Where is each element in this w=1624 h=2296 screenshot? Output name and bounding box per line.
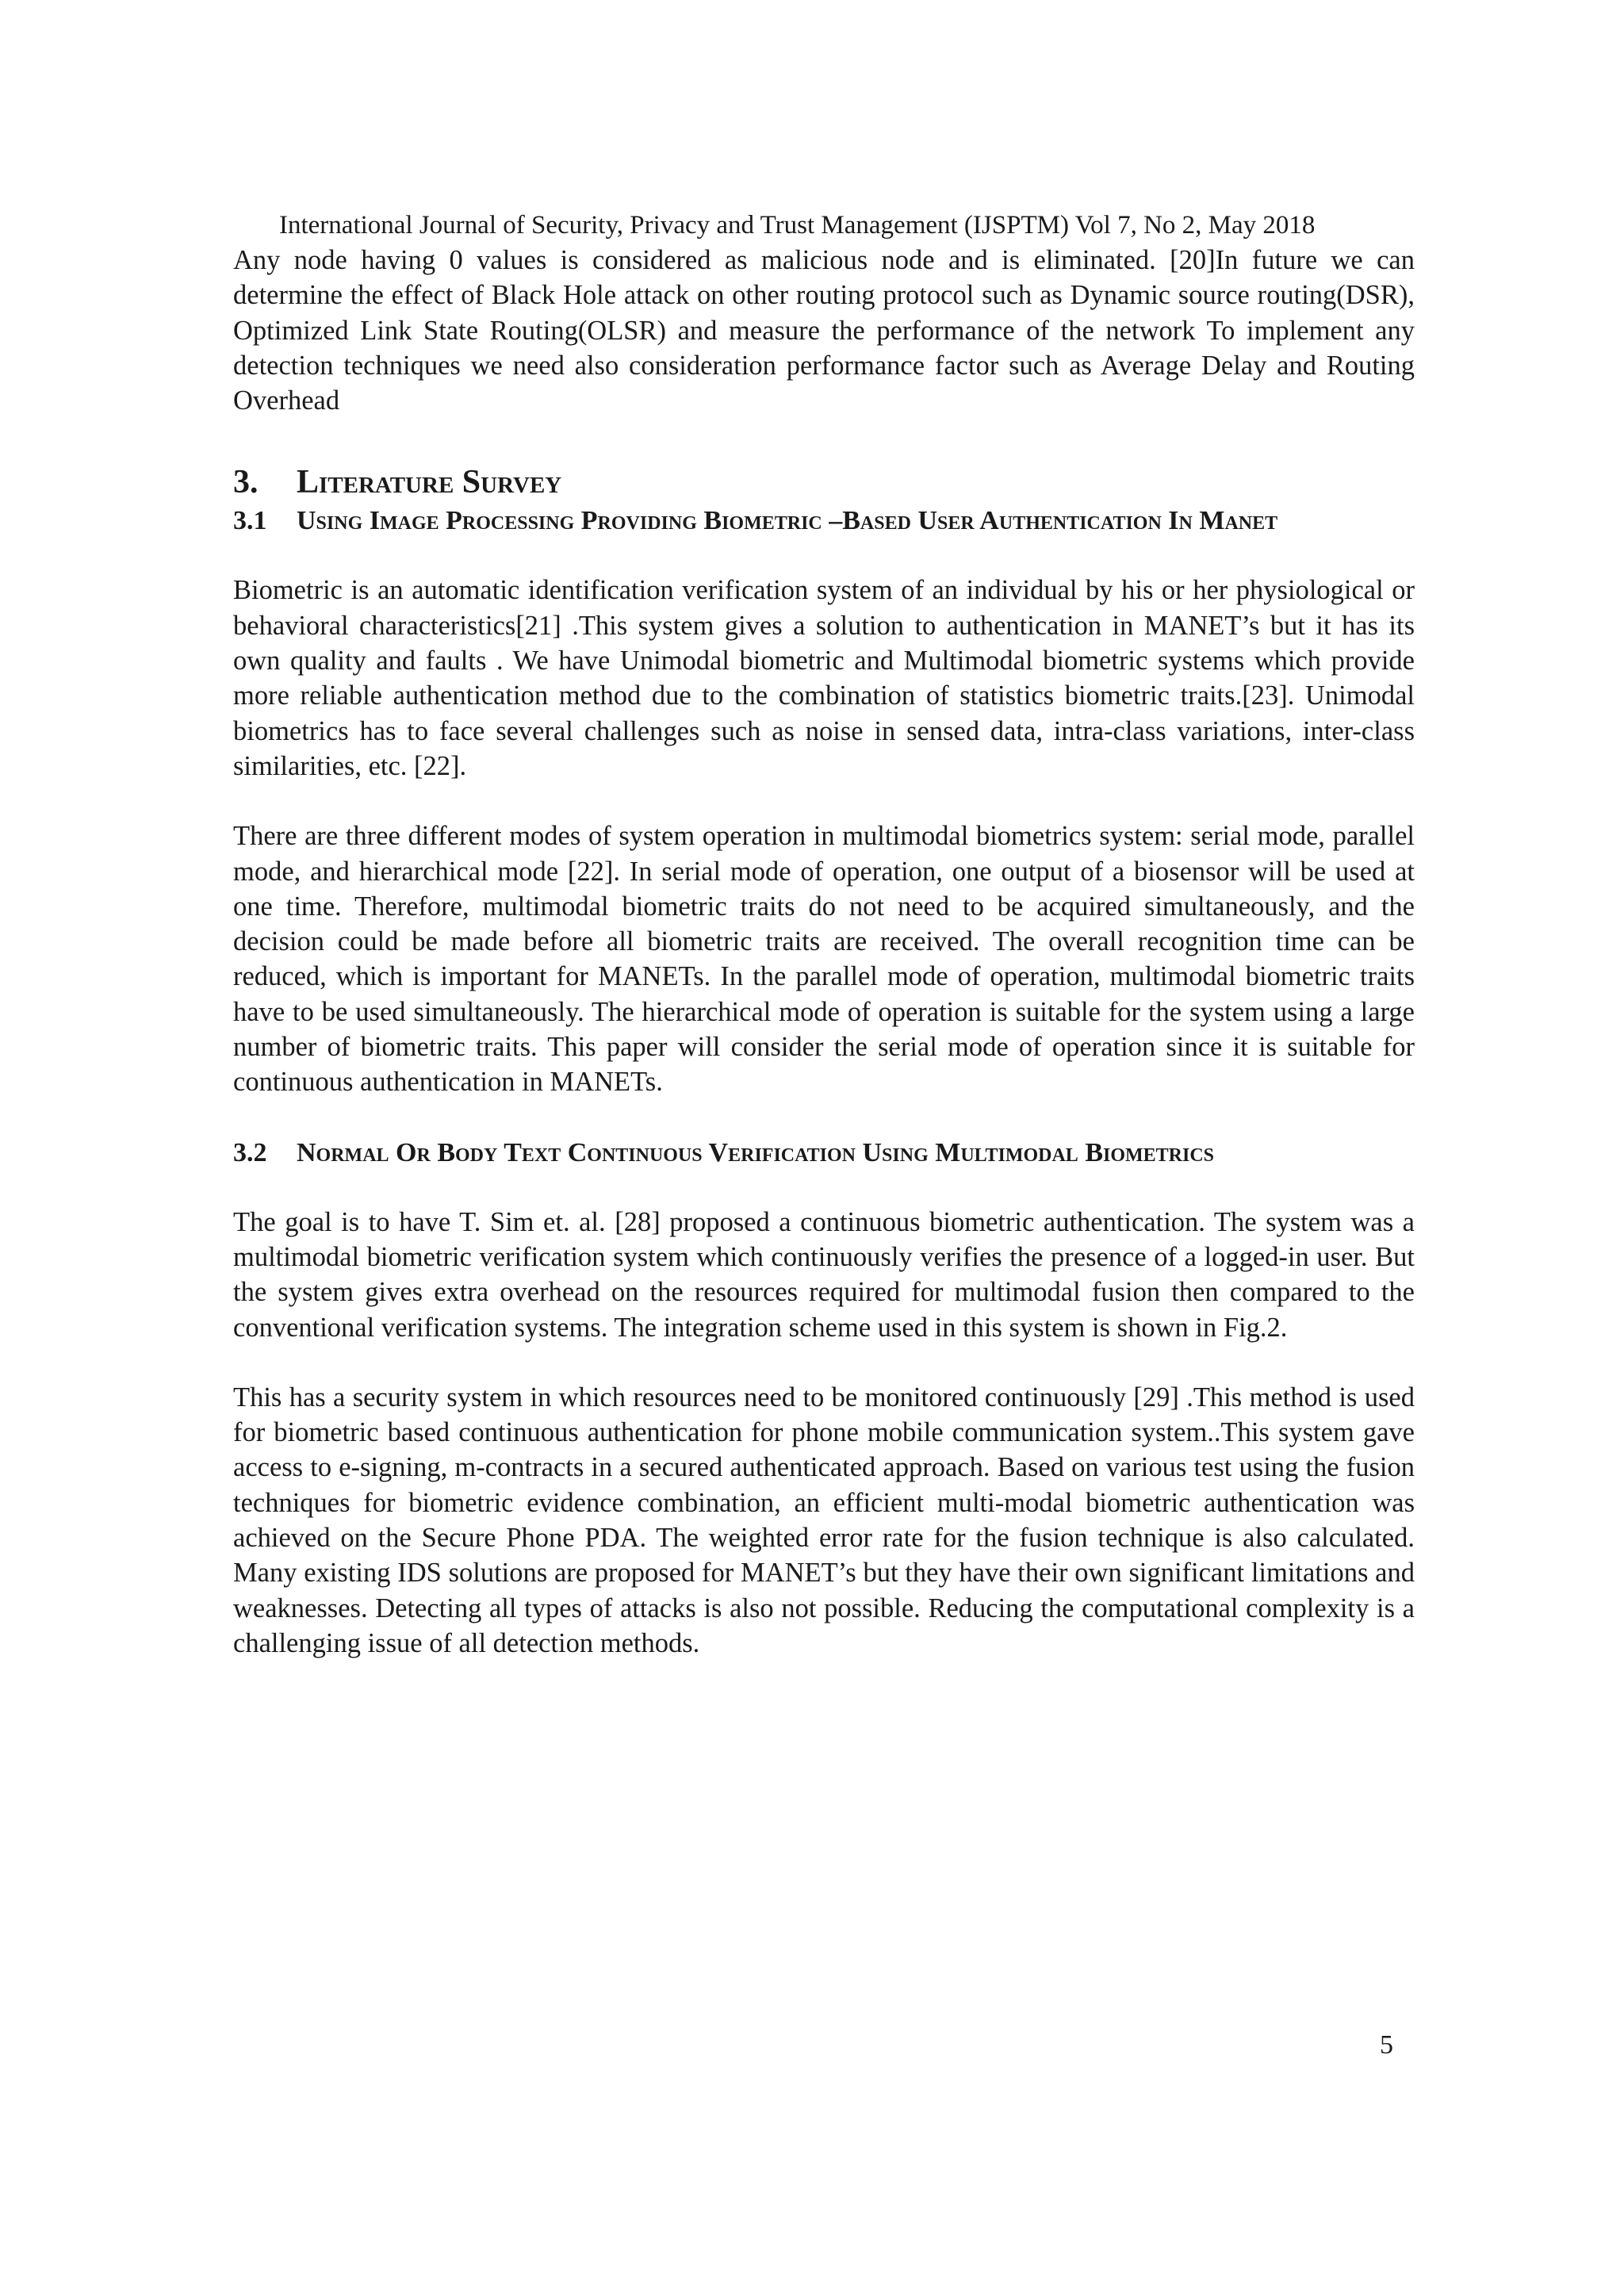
subsection-number: 3.2 [233, 1137, 267, 1167]
subsection-heading-3-2 [233, 1135, 1415, 1171]
paragraph: There are three different modes of system operation in multimodal biometrics system: serial mode, parallel mode, and hierarchical mode [22]. In serial mode of operation, one output of a biosensor will be used at one time. Therefore, multimodal biometric traits do not need to be acquired simultaneously, and the decision could be made before all biometric traits are received. The overall recognition time can be reduced, which is important for MANETs. In the parallel mode of operation, multimodal biometric traits have to be used simultaneously. The hierarchical mode of operation is suitable for the system using a large number of biometric traits. This paper will consider the serial mode of operation since it is suitable for continuous authentication in MANETs. [233, 821, 1415, 1098]
subsection-number: 3.1 [233, 506, 267, 536]
page-number: 5 [1380, 2030, 1393, 2060]
page-content [233, 208, 1415, 1661]
section-number: 3. [233, 464, 259, 501]
running-header: International Journal of Security, Privacy and Trust Management (IJSPTM) Vol 7, No 2, May 2018 [279, 211, 1316, 240]
intro-paragraph: Any node having 0 values is considered as malicious node and is eliminated. [20]In future we can determine the effect of Black Hole attack on other routing protocol such as Dynamic source routing(DSR), Optimized Link State Routing(OLSR) and measure the performance of the network To implement any detection techniques we need also consideration performance factor such as Average Delay and Routing Overhead [233, 245, 1415, 416]
subsection-title: Normal Or Body Text Continuous Verification Using Multimodal Biometrics [297, 1137, 1215, 1167]
paragraph: Biometric is an automatic identification verification system of an individual by his or her physiological or behavioral characteristics[21] .This system gives a solution to authentication in MANET’s but it has its own quality and faults . We have Unimodal biometric and Multimodal biometric systems which provide more reliable authentication method due to the combination of statistics biometric traits.[23]. Unimodal biometrics has to face several challenges such as noise in sensed data, intra-class variations, inter-class similarities, etc. [22]. [233, 575, 1415, 781]
subsection-heading-3-1 [233, 503, 1415, 539]
section-title: Literature Survey [297, 464, 562, 501]
paragraph: This has a security system in which resources need to be monitored continuously [29] .This method is used for biometric based continuous authentication for phone mobile communication system..This system gave access to e-signing, m-contracts in a secured authenticated approach. Based on various test using the fusion techniques for biometric evidence combination, an efficient multi-modal biometric authentication was achieved on the Secure Phone PDA. The weighted error rate for the fusion technique is also calculated. Many existing IDS solutions are proposed for MANET’s but they have their own significant limitations and weaknesses. Detecting all types of attacks is also not possible. Reducing the computational complexity is a challenging issue of all detection methods. [233, 1382, 1415, 1658]
paragraph: The goal is to have T. Sim et. al. [28] proposed a continuous biometric authentication. The system was a multimodal biometric verification system which continuously verifies the presence of a logged-in user. But the system gives extra overhead on the resources required for multimodal fusion then compared to the conventional verification systems. The integration scheme used in this system is shown in Fig.2. [233, 1206, 1415, 1343]
subsection-title: Using Image Processing Providing Biometric –Based User Authentication In Manet [297, 506, 1278, 536]
section-heading-3 [233, 462, 1415, 503]
